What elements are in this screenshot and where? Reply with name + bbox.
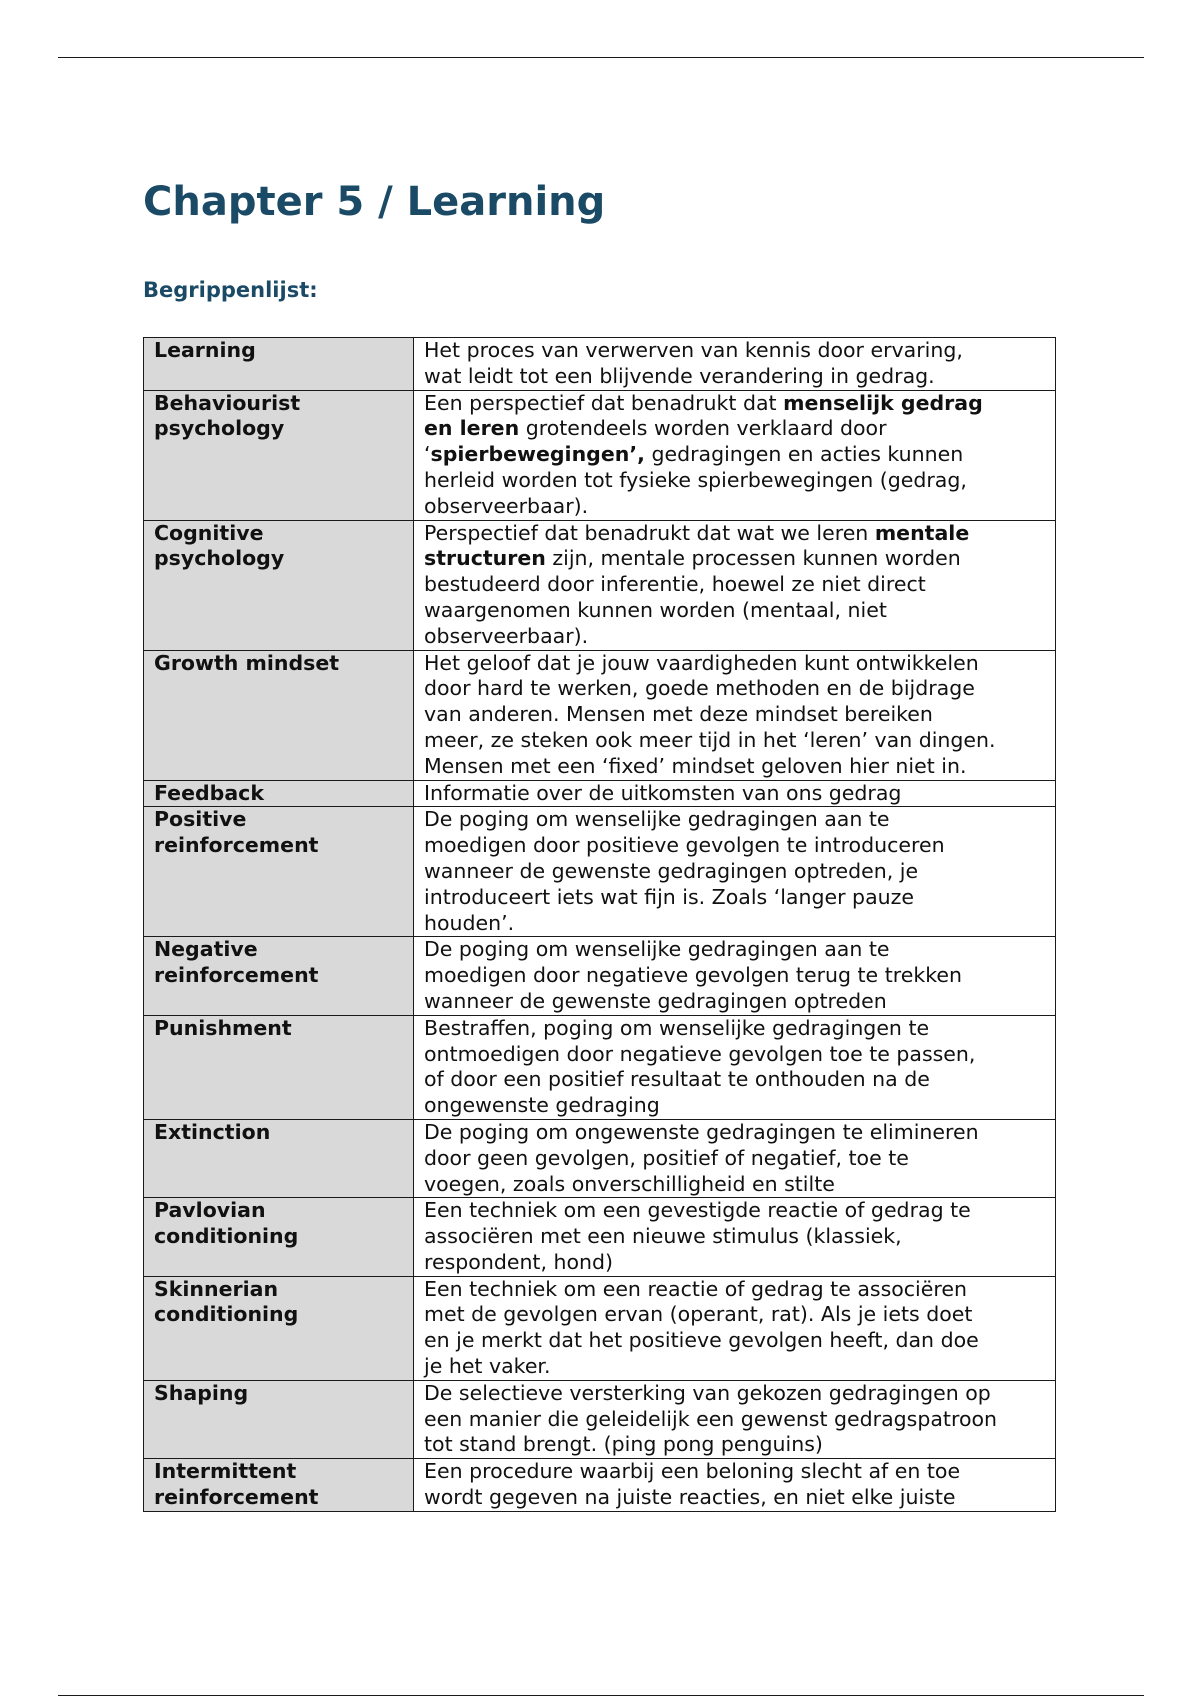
definition-line [424,702,1045,728]
table-row [144,650,1056,780]
definition-line [424,494,1045,520]
term-text: Positive [154,807,247,832]
term-cell [144,1015,414,1119]
table-row [144,1015,1056,1119]
term-text: conditioning [154,1302,299,1327]
definition-line [424,1198,1045,1224]
definition-text: Een techniek om een reactie of gedrag te associëren [424,1276,967,1301]
table-row [144,1119,1056,1197]
definition-text: observeerbaar). [424,493,589,518]
term-text: Growth mindset [154,650,340,675]
table-row [144,1198,1056,1276]
definition-text: door hard te werken, goede methoden en de bijdrage [424,676,975,701]
term-text: reinforcement [154,1485,319,1510]
definition-line [424,807,1045,833]
table-row [144,807,1056,937]
definition-text: Informatie over de uitkomsten van ons gedrag [424,780,902,805]
definition-line [424,1016,1045,1042]
table-row [144,780,1056,807]
definition-line [424,1146,1045,1172]
term-cell [144,1198,414,1276]
section-subtitle: Begrippenlijst: [143,278,318,302]
definition-cell [414,1459,1056,1512]
definition-text: De selectieve versterking van gekozen gedragingen op [424,1380,991,1405]
definition-text: je het vaker. [424,1354,551,1379]
definition-text: wordt gegeven na juiste reacties, en niet elke juiste [424,1485,956,1510]
definition-text: door geen gevolgen, positief of negatief, toe te [424,1145,909,1170]
definition-line [424,1042,1045,1068]
header-rule [58,57,1144,58]
definition-line [424,963,1045,989]
definition-text: De poging om wenselijke gedragingen aan te [424,937,890,962]
definition-line [424,833,1045,859]
term-text: reinforcement [154,963,319,988]
definition-line [424,1485,1045,1511]
glossary-table-body [144,338,1056,1512]
definition-emphasis: en leren [424,416,520,441]
term-cell [144,1276,414,1380]
definition-line [424,572,1045,598]
table-row [144,520,1056,650]
definition-text: Het proces van verwerven van kennis door ervaring, [424,338,963,362]
definition-text: grotendeels worden verklaard door [519,416,887,441]
definition-line [424,1067,1045,1093]
term-text: psychology [154,416,285,441]
definition-text: Een techniek om een gevestigde reactie of gedrag te [424,1198,971,1223]
definition-line [424,989,1045,1015]
definition-cell [414,650,1056,780]
term-cell [144,1459,414,1512]
table-row [144,338,1056,391]
term-cell [144,1380,414,1458]
definition-line [424,1407,1045,1433]
term-text: Pavlovian [154,1198,266,1223]
definition-text: en je merkt dat het positieve gevolgen heeft, dan doe [424,1328,979,1353]
term-cell [144,520,414,650]
definition-line [424,1459,1045,1485]
definition-text: wanneer de gewenste gedragingen optreden [424,988,887,1013]
term-text: Punishment [154,1015,292,1040]
term-cell [144,937,414,1015]
definition-cell [414,937,1056,1015]
term-text: conditioning [154,1224,299,1249]
definition-line [424,1277,1045,1303]
term-text: Intermittent [154,1459,297,1484]
definition-text: Een perspectief dat benadrukt dat [424,390,784,415]
definition-text: Perspectief dat benadrukt dat wat we leren [424,520,875,545]
term-text: reinforcement [154,833,319,858]
definition-text: waargenomen kunnen worden (mentaal, niet [424,597,887,622]
definition-text: introduceert iets wat fijn is. Zoals ‘langer pauze [424,884,914,909]
definition-text: observeerbaar). [424,623,589,648]
definition-text: gedragingen en acties kunnen [644,442,964,467]
definition-text: zijn, mentale processen kunnen worden [545,546,961,571]
definition-cell [414,520,1056,650]
definition-line [424,1328,1045,1354]
definition-line [424,442,1045,468]
definition-line [424,754,1045,780]
definition-line [424,781,1045,807]
definition-line [424,546,1045,572]
definition-line [424,1432,1045,1458]
definition-text: meer, ze steken ook meer tijd in het ‘leren’ van dingen. [424,727,996,752]
term-text: Extinction [154,1119,271,1144]
table-row [144,1276,1056,1380]
definition-text: De poging om wenselijke gedragingen aan te [424,807,890,832]
table-row [144,390,1056,520]
term-cell [144,807,414,937]
definition-line [424,651,1045,677]
page-title: Chapter 5 / Learning [143,179,606,225]
definition-text: ongewenste gedraging [424,1093,660,1118]
table-row [144,937,1056,1015]
definition-text: Het geloof dat je jouw vaardigheden kunt ontwikkelen [424,650,979,675]
definition-line [424,1381,1045,1407]
definition-cell [414,1015,1056,1119]
definition-text: respondent, hond) [424,1249,614,1274]
definition-line [424,1093,1045,1119]
footer-rule [58,1695,1144,1696]
definition-emphasis: menselijk gedrag [783,390,983,415]
definition-text: De poging om ongewenste gedragingen te elimineren [424,1119,979,1144]
definition-text: wanneer de gewenste gedragingen optreden, je [424,858,919,883]
definition-line [424,364,1045,390]
definition-cell [414,780,1056,807]
definition-text: Een procedure waarbij een beloning slecht af en toe [424,1459,961,1484]
definition-cell [414,1119,1056,1197]
definition-line [424,598,1045,624]
table-row [144,1459,1056,1512]
definition-text: tot stand brengt. (ping pong penguins) [424,1432,823,1457]
definition-line [424,416,1045,442]
glossary-table [143,337,1056,1512]
definition-line [424,1302,1045,1328]
definition-text: ontmoedigen door negatieve gevolgen toe te passen, [424,1041,976,1066]
definition-cell [414,1198,1056,1276]
definition-line [424,624,1045,650]
definition-emphasis: structuren [424,546,546,571]
definition-text: houden’. [424,910,515,935]
definition-line [424,391,1045,417]
definition-cell [414,1276,1056,1380]
definition-cell [414,807,1056,937]
term-cell [144,338,414,391]
definition-line [424,1354,1045,1380]
definition-line [424,1172,1045,1198]
definition-emphasis: spierbewegingen’, [430,442,645,467]
definition-line [424,937,1045,963]
term-cell [144,390,414,520]
definition-cell [414,338,1056,391]
definition-text: moedigen door negatieve gevolgen terug te trekken [424,963,962,988]
definition-text: wat leidt tot een blijvende verandering in gedrag. [424,363,935,388]
definition-line [424,728,1045,754]
term-cell [144,650,414,780]
definition-text: bestudeerd door inferentie, hoewel ze niet direct [424,572,926,597]
definition-line [424,1120,1045,1146]
definition-emphasis: mentale [874,520,970,545]
definition-line [424,676,1045,702]
term-text: Shaping [154,1380,249,1405]
definition-line [424,521,1045,547]
definition-text: Mensen met een ‘fixed’ mindset geloven hier niet in. [424,753,967,778]
definition-line [424,885,1045,911]
term-text: psychology [154,546,285,571]
definition-line [424,338,1045,364]
definition-text: een manier die geleidelijk een gewenst gedragspatroon [424,1406,998,1431]
term-text: Feedback [154,780,264,805]
definition-text: Bestraffen, poging om wenselijke gedragingen te [424,1015,930,1040]
definition-line [424,911,1045,937]
definition-text: van anderen. Mensen met deze mindset bereiken [424,702,933,727]
definition-line [424,859,1045,885]
definition-text: herleid worden tot fysieke spierbewegingen (gedrag, [424,467,967,492]
term-cell [144,1119,414,1197]
definition-text: met de gevolgen ervan (operant, rat). Als je iets doet [424,1302,973,1327]
definition-text: associëren met een nieuwe stimulus (klassiek, [424,1224,902,1249]
definition-text: of door een positief resultaat te onthouden na de [424,1067,930,1092]
definition-line [424,1224,1045,1250]
definition-cell [414,1380,1056,1458]
definition-cell [414,390,1056,520]
term-text: Skinnerian [154,1276,279,1301]
term-text: Behaviourist [154,390,301,415]
term-text: Learning [154,338,256,362]
term-text: Cognitive [154,520,264,545]
table-row [144,1380,1056,1458]
definition-line [424,1250,1045,1276]
definition-line [424,468,1045,494]
definition-text: voegen, zoals onverschilligheid en stilte [424,1171,835,1196]
definition-text: ‘ [424,442,431,467]
term-text: Negative [154,937,258,962]
definition-text: moedigen door positieve gevolgen te introduceren [424,833,945,858]
term-cell [144,780,414,807]
